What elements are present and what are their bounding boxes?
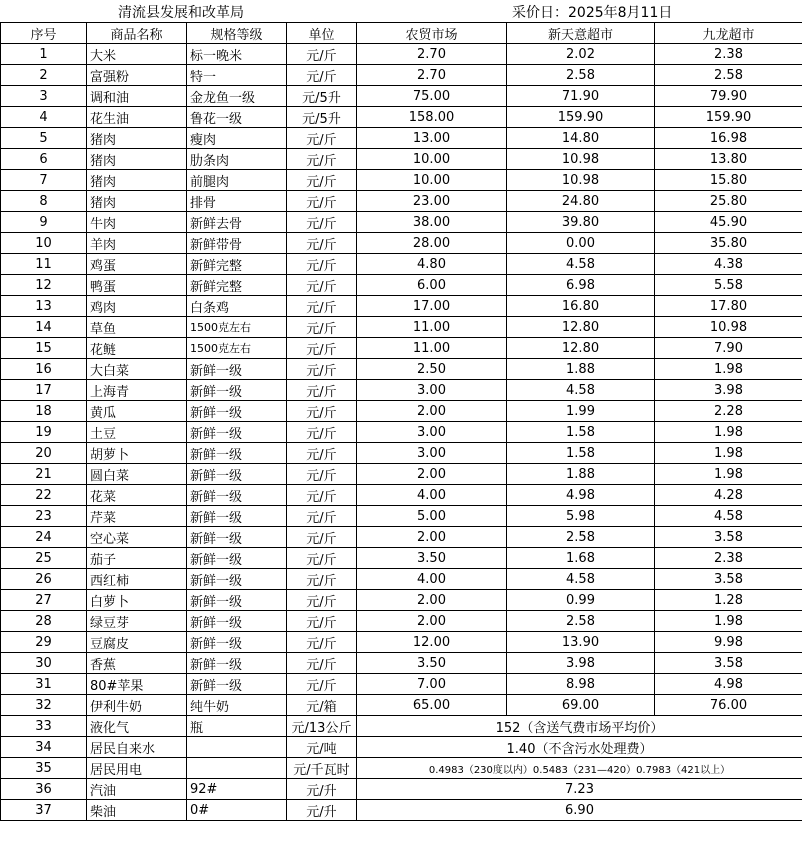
item-spec: 新鲜一级 <box>187 506 287 527</box>
price-xintianyi: 10.98 <box>507 149 655 170</box>
row-number: 10 <box>1 233 87 254</box>
row-number: 34 <box>1 737 87 758</box>
item-name: 空心菜 <box>87 527 187 548</box>
merged-price-value: 0.4983（230度以内）0.5483（231—420）0.7983（421以上） <box>357 758 802 779</box>
row-number: 9 <box>1 212 87 233</box>
col-header-name: 商品名称 <box>87 23 187 44</box>
item-unit: 元/斤 <box>287 632 357 653</box>
row-number: 3 <box>1 86 87 107</box>
price-farmers-market: 3.50 <box>357 653 507 674</box>
price-xintianyi: 12.80 <box>507 317 655 338</box>
row-number: 19 <box>1 422 87 443</box>
table-row <box>1 716 802 737</box>
row-number: 6 <box>1 149 87 170</box>
item-unit: 元/斤 <box>287 44 357 65</box>
row-number: 18 <box>1 401 87 422</box>
price-xintianyi: 16.80 <box>507 296 655 317</box>
price-jiulong: 2.38 <box>655 548 802 569</box>
price-jiulong: 45.90 <box>655 212 802 233</box>
row-number: 13 <box>1 296 87 317</box>
item-unit: 元/斤 <box>287 506 357 527</box>
table-row <box>1 548 802 569</box>
price-farmers-market: 10.00 <box>357 149 507 170</box>
price-farmers-market: 2.00 <box>357 611 507 632</box>
item-name: 猪肉 <box>87 128 187 149</box>
item-spec: 排骨 <box>187 191 287 212</box>
item-spec: 1500克左右 <box>187 317 287 338</box>
item-name: 调和油 <box>87 86 187 107</box>
item-name: 汽油 <box>87 779 187 800</box>
price-jiulong: 4.98 <box>655 674 802 695</box>
item-unit: 元/斤 <box>287 359 357 380</box>
price-xintianyi: 5.98 <box>507 506 655 527</box>
item-spec: 1500克左右 <box>187 338 287 359</box>
table-row <box>1 779 802 800</box>
item-name: 液化气 <box>87 716 187 737</box>
item-unit: 元/斤 <box>287 128 357 149</box>
price-xintianyi: 13.90 <box>507 632 655 653</box>
item-unit: 元/斤 <box>287 548 357 569</box>
price-table <box>0 22 802 821</box>
item-spec: 新鲜一级 <box>187 464 287 485</box>
item-spec: 新鲜完整 <box>187 275 287 296</box>
price-farmers-market: 3.50 <box>357 548 507 569</box>
row-number: 36 <box>1 779 87 800</box>
price-jiulong: 3.58 <box>655 569 802 590</box>
row-number: 37 <box>1 800 87 821</box>
table-row <box>1 422 802 443</box>
price-jiulong: 3.98 <box>655 380 802 401</box>
item-unit: 元/5升 <box>287 86 357 107</box>
item-name: 花生油 <box>87 107 187 128</box>
item-unit: 元/斤 <box>287 191 357 212</box>
price-jiulong: 2.28 <box>655 401 802 422</box>
row-number: 32 <box>1 695 87 716</box>
item-spec: 标一晚米 <box>187 44 287 65</box>
table-row <box>1 800 802 821</box>
price-xintianyi: 12.80 <box>507 338 655 359</box>
item-spec: 前腿肉 <box>187 170 287 191</box>
row-number: 5 <box>1 128 87 149</box>
item-name: 草鱼 <box>87 317 187 338</box>
row-number: 33 <box>1 716 87 737</box>
row-number: 14 <box>1 317 87 338</box>
price-xintianyi: 159.90 <box>507 107 655 128</box>
item-name: 上海青 <box>87 380 187 401</box>
merged-price-value: 1.40（不含污水处理费） <box>357 737 802 758</box>
item-spec: 新鲜一级 <box>187 443 287 464</box>
price-farmers-market: 3.00 <box>357 443 507 464</box>
price-jiulong: 76.00 <box>655 695 802 716</box>
item-unit: 元/斤 <box>287 233 357 254</box>
price-xintianyi: 6.98 <box>507 275 655 296</box>
item-spec: 新鲜完整 <box>187 254 287 275</box>
item-name: 胡萝卜 <box>87 443 187 464</box>
row-number: 17 <box>1 380 87 401</box>
item-name: 豆腐皮 <box>87 632 187 653</box>
item-name: 鸡蛋 <box>87 254 187 275</box>
row-number: 1 <box>1 44 87 65</box>
item-unit: 元/斤 <box>287 464 357 485</box>
price-jiulong: 79.90 <box>655 86 802 107</box>
price-farmers-market: 2.70 <box>357 65 507 86</box>
price-jiulong: 35.80 <box>655 233 802 254</box>
item-name: 大米 <box>87 44 187 65</box>
item-unit: 元/斤 <box>287 569 357 590</box>
item-spec: 新鲜一级 <box>187 380 287 401</box>
item-spec: 鲁花一级 <box>187 107 287 128</box>
price-farmers-market: 65.00 <box>357 695 507 716</box>
item-spec: 新鲜一级 <box>187 548 287 569</box>
price-xintianyi: 39.80 <box>507 212 655 233</box>
price-farmers-market: 17.00 <box>357 296 507 317</box>
price-xintianyi: 14.80 <box>507 128 655 149</box>
price-jiulong: 16.98 <box>655 128 802 149</box>
row-number: 35 <box>1 758 87 779</box>
price-jiulong: 10.98 <box>655 317 802 338</box>
price-jiulong: 1.98 <box>655 359 802 380</box>
item-spec: 新鲜一级 <box>187 590 287 611</box>
item-unit: 元/升 <box>287 779 357 800</box>
price-jiulong: 159.90 <box>655 107 802 128</box>
item-unit: 元/13公斤 <box>287 716 357 737</box>
item-name: 羊肉 <box>87 233 187 254</box>
table-row <box>1 485 802 506</box>
item-unit: 元/斤 <box>287 65 357 86</box>
col-header-no: 序号 <box>1 23 87 44</box>
item-unit: 元/斤 <box>287 590 357 611</box>
item-spec: 瓶 <box>187 716 287 737</box>
row-number: 15 <box>1 338 87 359</box>
col-header-farmers-market: 农贸市场 <box>357 23 507 44</box>
row-number: 30 <box>1 653 87 674</box>
item-name: 富强粉 <box>87 65 187 86</box>
price-farmers-market: 11.00 <box>357 338 507 359</box>
item-name: 大白菜 <box>87 359 187 380</box>
table-row <box>1 65 802 86</box>
item-unit: 元/斤 <box>287 254 357 275</box>
table-row <box>1 44 802 65</box>
price-farmers-market: 4.00 <box>357 569 507 590</box>
price-xintianyi: 1.68 <box>507 548 655 569</box>
price-farmers-market: 2.00 <box>357 590 507 611</box>
table-header-row <box>1 23 802 44</box>
item-spec: 新鲜一级 <box>187 674 287 695</box>
price-farmers-market: 4.80 <box>357 254 507 275</box>
price-xintianyi: 1.99 <box>507 401 655 422</box>
item-name: 圆白菜 <box>87 464 187 485</box>
item-name: 西红柿 <box>87 569 187 590</box>
row-number: 7 <box>1 170 87 191</box>
price-farmers-market: 23.00 <box>357 191 507 212</box>
table-row <box>1 611 802 632</box>
price-xintianyi: 1.58 <box>507 443 655 464</box>
item-spec: 金龙鱼一级 <box>187 86 287 107</box>
price-xintianyi: 2.02 <box>507 44 655 65</box>
item-spec: 新鲜一级 <box>187 653 287 674</box>
price-farmers-market: 38.00 <box>357 212 507 233</box>
price-xintianyi: 2.58 <box>507 611 655 632</box>
row-number: 2 <box>1 65 87 86</box>
item-name: 茄子 <box>87 548 187 569</box>
item-unit: 元/斤 <box>287 674 357 695</box>
item-spec: 0# <box>187 800 287 821</box>
item-name: 猪肉 <box>87 170 187 191</box>
price-jiulong: 3.58 <box>655 653 802 674</box>
row-number: 23 <box>1 506 87 527</box>
item-unit: 元/斤 <box>287 275 357 296</box>
table-row <box>1 317 802 338</box>
price-xintianyi: 2.58 <box>507 527 655 548</box>
item-name: 黄瓜 <box>87 401 187 422</box>
price-xintianyi: 4.98 <box>507 485 655 506</box>
item-spec: 新鲜一级 <box>187 485 287 506</box>
price-jiulong: 17.80 <box>655 296 802 317</box>
item-name: 鸭蛋 <box>87 275 187 296</box>
table-row <box>1 128 802 149</box>
price-farmers-market: 12.00 <box>357 632 507 653</box>
price-farmers-market: 4.00 <box>357 485 507 506</box>
item-spec: 新鲜带骨 <box>187 233 287 254</box>
row-number: 26 <box>1 569 87 590</box>
row-number: 12 <box>1 275 87 296</box>
table-row <box>1 632 802 653</box>
price-xintianyi: 1.88 <box>507 464 655 485</box>
price-jiulong: 3.58 <box>655 527 802 548</box>
table-row <box>1 275 802 296</box>
row-number: 27 <box>1 590 87 611</box>
item-unit: 元/斤 <box>287 527 357 548</box>
price-jiulong: 5.58 <box>655 275 802 296</box>
col-header-xintianyi: 新天意超市 <box>507 23 655 44</box>
price-farmers-market: 158.00 <box>357 107 507 128</box>
table-row <box>1 107 802 128</box>
price-farmers-market: 6.00 <box>357 275 507 296</box>
table-row <box>1 401 802 422</box>
price-farmers-market: 13.00 <box>357 128 507 149</box>
price-jiulong: 9.98 <box>655 632 802 653</box>
item-unit: 元/斤 <box>287 212 357 233</box>
item-spec: 新鲜一级 <box>187 359 287 380</box>
table-row <box>1 590 802 611</box>
table-row <box>1 254 802 275</box>
price-jiulong: 2.38 <box>655 44 802 65</box>
row-number: 25 <box>1 548 87 569</box>
price-jiulong: 7.90 <box>655 338 802 359</box>
table-row <box>1 359 802 380</box>
item-spec: 新鲜一级 <box>187 422 287 443</box>
table-row <box>1 233 802 254</box>
table-row <box>1 86 802 107</box>
price-xintianyi: 3.98 <box>507 653 655 674</box>
item-name: 芹菜 <box>87 506 187 527</box>
item-unit: 元/斤 <box>287 611 357 632</box>
item-unit: 元/斤 <box>287 338 357 359</box>
table-row <box>1 191 802 212</box>
table-row <box>1 296 802 317</box>
item-unit: 元/千瓦时 <box>287 758 357 779</box>
table-row <box>1 758 802 779</box>
table-row <box>1 506 802 527</box>
item-spec: 新鲜一级 <box>187 611 287 632</box>
row-number: 11 <box>1 254 87 275</box>
item-name: 居民用电 <box>87 758 187 779</box>
item-spec: 新鲜一级 <box>187 401 287 422</box>
row-number: 21 <box>1 464 87 485</box>
row-number: 20 <box>1 443 87 464</box>
item-spec: 特一 <box>187 65 287 86</box>
item-unit: 元/5升 <box>287 107 357 128</box>
item-name: 鸡肉 <box>87 296 187 317</box>
price-farmers-market: 2.00 <box>357 527 507 548</box>
item-spec: 新鲜一级 <box>187 632 287 653</box>
item-unit: 元/斤 <box>287 296 357 317</box>
merged-price-value: 6.90 <box>357 800 802 821</box>
col-header-unit: 单位 <box>287 23 357 44</box>
item-unit: 元/斤 <box>287 443 357 464</box>
price-jiulong: 13.80 <box>655 149 802 170</box>
price-farmers-market: 2.70 <box>357 44 507 65</box>
price-farmers-market: 10.00 <box>357 170 507 191</box>
merged-price-value: 152（含送气费市场平均价） <box>357 716 802 737</box>
row-number: 16 <box>1 359 87 380</box>
item-spec: 新鲜一级 <box>187 569 287 590</box>
price-jiulong: 4.58 <box>655 506 802 527</box>
item-unit: 元/斤 <box>287 485 357 506</box>
price-jiulong: 4.28 <box>655 485 802 506</box>
merged-price-value: 7.23 <box>357 779 802 800</box>
table-row <box>1 380 802 401</box>
row-number: 31 <box>1 674 87 695</box>
price-xintianyi: 4.58 <box>507 380 655 401</box>
table-row <box>1 527 802 548</box>
price-jiulong: 1.28 <box>655 590 802 611</box>
price-xintianyi: 1.58 <box>507 422 655 443</box>
price-farmers-market: 3.00 <box>357 422 507 443</box>
item-unit: 元/斤 <box>287 401 357 422</box>
price-jiulong: 1.98 <box>655 443 802 464</box>
table-row <box>1 443 802 464</box>
price-jiulong: 1.98 <box>655 464 802 485</box>
item-spec: 新鲜去骨 <box>187 212 287 233</box>
price-jiulong: 2.58 <box>655 65 802 86</box>
item-unit: 元/斤 <box>287 422 357 443</box>
report-header <box>0 0 802 22</box>
item-unit: 元/斤 <box>287 170 357 191</box>
table-row <box>1 737 802 758</box>
table-row <box>1 653 802 674</box>
item-name: 花鲢 <box>87 338 187 359</box>
table-row <box>1 212 802 233</box>
item-unit: 元/箱 <box>287 695 357 716</box>
price-farmers-market: 2.50 <box>357 359 507 380</box>
row-number: 22 <box>1 485 87 506</box>
item-unit: 元/吨 <box>287 737 357 758</box>
item-name: 居民自来水 <box>87 737 187 758</box>
item-unit: 元/斤 <box>287 380 357 401</box>
price-xintianyi: 69.00 <box>507 695 655 716</box>
price-xintianyi: 4.58 <box>507 569 655 590</box>
price-jiulong: 15.80 <box>655 170 802 191</box>
item-spec: 肋条肉 <box>187 149 287 170</box>
table-row <box>1 149 802 170</box>
item-name: 柴油 <box>87 800 187 821</box>
item-spec: 纯牛奶 <box>187 695 287 716</box>
row-number: 24 <box>1 527 87 548</box>
price-date: 采价日：2025年8月11日 <box>512 5 673 21</box>
price-xintianyi: 4.58 <box>507 254 655 275</box>
item-unit: 元/斤 <box>287 317 357 338</box>
col-header-spec: 规格等级 <box>187 23 287 44</box>
price-xintianyi: 8.98 <box>507 674 655 695</box>
item-name: 白萝卜 <box>87 590 187 611</box>
item-spec <box>187 758 287 779</box>
item-name: 牛肉 <box>87 212 187 233</box>
item-spec: 92# <box>187 779 287 800</box>
price-xintianyi: 2.58 <box>507 65 655 86</box>
price-farmers-market: 2.00 <box>357 464 507 485</box>
col-header-jiulong: 九龙超市 <box>655 23 802 44</box>
price-xintianyi: 0.00 <box>507 233 655 254</box>
item-name: 绿豆芽 <box>87 611 187 632</box>
row-number: 8 <box>1 191 87 212</box>
item-spec <box>187 737 287 758</box>
price-xintianyi: 10.98 <box>507 170 655 191</box>
price-farmers-market: 75.00 <box>357 86 507 107</box>
item-name: 土豆 <box>87 422 187 443</box>
row-number: 28 <box>1 611 87 632</box>
item-name: 花菜 <box>87 485 187 506</box>
price-jiulong: 1.98 <box>655 422 802 443</box>
item-spec: 白条鸡 <box>187 296 287 317</box>
item-name: 80#苹果 <box>87 674 187 695</box>
organization-name: 清流县发展和改革局 <box>118 5 244 21</box>
item-unit: 元/斤 <box>287 149 357 170</box>
item-name: 香蕉 <box>87 653 187 674</box>
price-farmers-market: 5.00 <box>357 506 507 527</box>
table-row <box>1 674 802 695</box>
table-row <box>1 569 802 590</box>
item-name: 猪肉 <box>87 191 187 212</box>
price-jiulong: 4.38 <box>655 254 802 275</box>
item-unit: 元/斤 <box>287 653 357 674</box>
item-spec: 瘦肉 <box>187 128 287 149</box>
table-row <box>1 170 802 191</box>
price-jiulong: 25.80 <box>655 191 802 212</box>
row-number: 4 <box>1 107 87 128</box>
price-farmers-market: 11.00 <box>357 317 507 338</box>
table-row <box>1 695 802 716</box>
row-number: 29 <box>1 632 87 653</box>
price-xintianyi: 71.90 <box>507 86 655 107</box>
item-name: 猪肉 <box>87 149 187 170</box>
table-row <box>1 338 802 359</box>
table-row <box>1 464 802 485</box>
price-xintianyi: 24.80 <box>507 191 655 212</box>
item-spec: 新鲜一级 <box>187 527 287 548</box>
price-farmers-market: 7.00 <box>357 674 507 695</box>
price-farmers-market: 3.00 <box>357 380 507 401</box>
item-name: 伊利牛奶 <box>87 695 187 716</box>
price-xintianyi: 1.88 <box>507 359 655 380</box>
price-jiulong: 1.98 <box>655 611 802 632</box>
price-farmers-market: 28.00 <box>357 233 507 254</box>
item-unit: 元/升 <box>287 800 357 821</box>
price-xintianyi: 0.99 <box>507 590 655 611</box>
price-farmers-market: 2.00 <box>357 401 507 422</box>
